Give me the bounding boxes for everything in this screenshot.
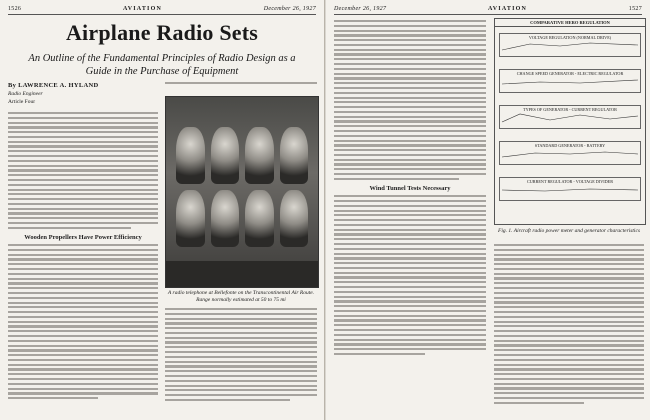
- left-column-2-text: [165, 82, 317, 84]
- left-head-rule: [8, 14, 316, 15]
- author-name: By LAWRENCE A. HYLAND: [8, 82, 99, 89]
- regulation-diagram: [494, 18, 646, 225]
- diagram-block-1: VOLTAGE REGULATION (NORMAL DRIVE): [499, 33, 641, 57]
- author-affiliation: Radio Engineer: [8, 91, 43, 97]
- article-title: Airplane Radio Sets: [65, 20, 259, 45]
- diagram-curve-icon: [500, 184, 640, 196]
- right-running-head: [334, 4, 642, 13]
- right-page-number: 1527: [628, 5, 642, 12]
- radio-set-photo: [165, 96, 319, 288]
- photo-caption: A radio telephone at Bellefonte on the Transcontinental Air Route. Range normally estimated at 50 to 75 mi: [167, 290, 315, 303]
- left-running-title: AVIATION: [122, 5, 162, 12]
- section-heading-propellers: Wooden Propellers Have Power Efficiency: [24, 233, 142, 241]
- diagram-block-2: CHANGE SPEED GENERATOR - ELECTRIC REGULATOR: [499, 69, 641, 93]
- right-column-2-text: [494, 244, 644, 404]
- diagram-block-5: CURRENT REGULATOR - VOLTAGE DIVIDER: [499, 177, 641, 201]
- diagram-curve-icon: [500, 76, 640, 88]
- right-date: December 26, 1927: [334, 5, 387, 12]
- diagram-curve-icon: [500, 40, 640, 52]
- right-page: [326, 0, 650, 420]
- diagram-curve-icon: [500, 148, 640, 160]
- left-column-1-text: [8, 112, 158, 399]
- left-running-head: [8, 4, 316, 13]
- byline: [8, 82, 158, 106]
- left-column-2-lower-text: [165, 308, 317, 401]
- diagram-block-4: STANDARD GENERATOR - BATTERY: [499, 141, 641, 165]
- figure-caption: Fig. 1. Aircraft radio power meter and generator characteristics: [497, 228, 641, 234]
- left-page-number: 1526: [8, 5, 22, 12]
- section-heading-wind-tunnel: Wind Tunnel Tests Necessary: [369, 184, 451, 192]
- diagram-curve-icon: [500, 112, 640, 124]
- article-subtitle: An Outline of the Fundamental Principles of Radio Design as a Guide in the Purchase of Equipment: [28, 53, 296, 77]
- right-head-rule: [334, 14, 642, 15]
- diagram-header: COMPARATIVE HERO REGULATION: [495, 19, 645, 27]
- diagram-block-3: TYPES OF GENERATOR - CURRENT REGULATOR: [499, 105, 641, 129]
- left-date: December 26, 1927: [263, 5, 316, 12]
- right-running-title: AVIATION: [488, 5, 528, 12]
- article-label: Article Four: [8, 99, 36, 105]
- right-column-1-text-top: [334, 20, 486, 355]
